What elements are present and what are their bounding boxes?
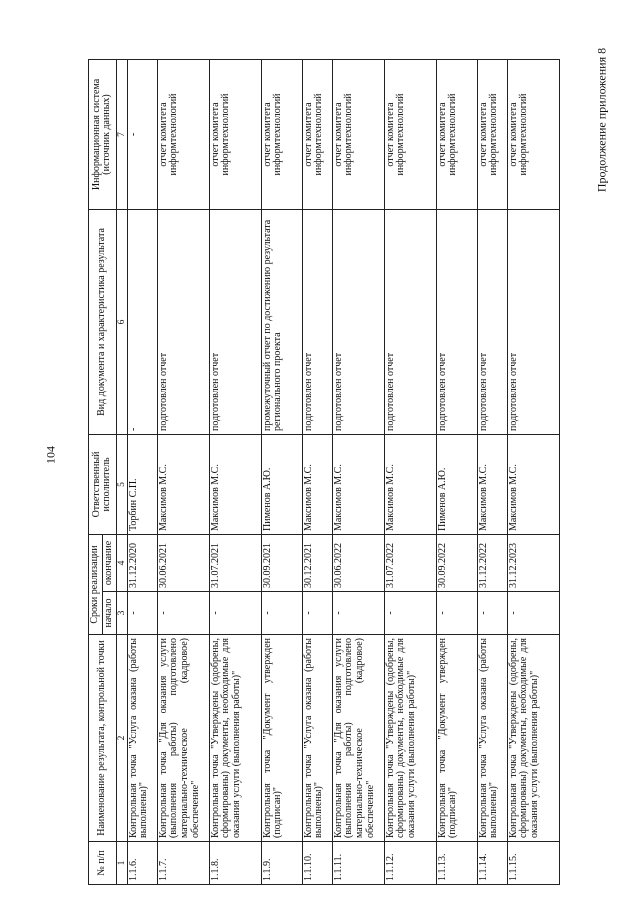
table-row xyxy=(436,59,477,884)
cell-doc: подготовлен отчет xyxy=(436,209,477,434)
cell-no: 1.1.11. xyxy=(332,842,384,885)
col-number: 7 xyxy=(116,59,127,209)
header-responsible: Ответственный исполнитель xyxy=(89,434,117,534)
cell-no: 1.1.14. xyxy=(477,842,507,885)
header-doc: Вид документа и характеристика результата xyxy=(89,209,117,434)
cell-no: 1.1.7. xyxy=(157,842,209,885)
cell-no: 1.1.6. xyxy=(127,842,157,885)
cell-info: отчет комитета информтехнологий xyxy=(302,59,332,209)
table-row xyxy=(384,59,436,884)
cell-responsible: Максимов М.С. xyxy=(332,434,384,534)
cell-doc: подготовлен отчет xyxy=(477,209,507,434)
cell-start: - xyxy=(332,592,384,635)
page-number: 104 xyxy=(43,446,58,464)
cell-doc: подготовлен отчет xyxy=(157,209,209,434)
cell-end: 30.06.2022 xyxy=(332,534,384,591)
col-number: 5 xyxy=(116,434,127,534)
cell-responsible: Максимов М.С. xyxy=(302,434,332,534)
rotated-table-wrapper xyxy=(88,60,590,885)
column-number-row xyxy=(116,59,127,884)
cell-name: Контрольная точка "Услуга оказана (работы выполнены)" xyxy=(127,635,157,842)
col-number: 3 xyxy=(116,592,127,635)
cell-start: - xyxy=(436,592,477,635)
table-row xyxy=(209,59,261,884)
table-row xyxy=(261,59,302,884)
cell-info: отчет комитета информтехнологий xyxy=(261,59,302,209)
cell-responsible: Максимов М.С. xyxy=(477,434,507,534)
cell-doc: подготовлен отчет xyxy=(209,209,261,434)
cell-start: - xyxy=(209,592,261,635)
cell-name: Контрольная точка "Услуга оказана (работы выполнены)" xyxy=(302,635,332,842)
cell-info: отчет комитета информтехнологий xyxy=(477,59,507,209)
cell-responsible: Торбин С.П. xyxy=(127,434,157,534)
cell-name: Контрольная точка "Утверждены (одобрены, сформированы) документы, необходимые для оказания услуги (выполнения работы)" xyxy=(384,635,436,842)
cell-responsible: Пименов А.Ю. xyxy=(436,434,477,534)
table-body xyxy=(127,59,559,884)
col-number: 6 xyxy=(116,209,127,434)
cell-responsible: Максимов М.С. xyxy=(507,434,559,534)
header-row xyxy=(89,59,103,884)
cell-info: - xyxy=(127,59,157,209)
cell-end: 30.06.2021 xyxy=(157,534,209,591)
col-number: 1 xyxy=(116,842,127,885)
cell-name: Контрольная точка "Для оказания услуги (выполнения работы) подготовлено материально-техническое (кадровое) обеспечение" xyxy=(157,635,209,842)
cell-no: 1.1.10. xyxy=(302,842,332,885)
cell-name: Контрольная точка "Утверждены (одобрены, сформированы) документы, необходимые для оказания услуги (выполнения работы)" xyxy=(209,635,261,842)
cell-start: - xyxy=(302,592,332,635)
cell-responsible: Пименов А.Ю. xyxy=(261,434,302,534)
cell-info: отчет комитета информтехнологий xyxy=(507,59,559,209)
cell-name: Контрольная точка "Утверждены (одобрены, сформированы) документы, необходимые для оказания услуги (выполнения работы)" xyxy=(507,635,559,842)
cell-no: 1.1.8. xyxy=(209,842,261,885)
header-info: Информационная система (источник данных) xyxy=(89,59,117,209)
cell-no: 1.1.15. xyxy=(507,842,559,885)
cell-info: отчет комитета информтехнологий xyxy=(209,59,261,209)
cell-no: 1.1.12. xyxy=(384,842,436,885)
cell-end: 31.12.2022 xyxy=(477,534,507,591)
col-number: 2 xyxy=(116,635,127,842)
header-terms: Сроки реализации xyxy=(89,534,103,634)
cell-no: 1.1.9. xyxy=(261,842,302,885)
cell-responsible: Максимов М.С. xyxy=(384,434,436,534)
cell-doc: подготовлен отчет xyxy=(384,209,436,434)
header-end: окончание xyxy=(102,534,116,591)
cell-info: отчет комитета информтехнологий xyxy=(157,59,209,209)
cell-end: 31.12.2020 xyxy=(127,534,157,591)
cell-responsible: Максимов М.С. xyxy=(209,434,261,534)
cell-end: 31.07.2022 xyxy=(384,534,436,591)
cell-info: отчет комитета информтехнологий xyxy=(384,59,436,209)
cell-start: - xyxy=(384,592,436,635)
cell-name: Контрольная точка "Для оказания услуги (выполнения работы) подготовлено материально-техническое (кадровое) обеспечение" xyxy=(332,635,384,842)
cell-end: 30.09.2022 xyxy=(436,534,477,591)
cell-end: 30.09.2021 xyxy=(261,534,302,591)
cell-start: - xyxy=(261,592,302,635)
cell-start: - xyxy=(477,592,507,635)
cell-name: Контрольная точка "Документ утвержден (подписан)" xyxy=(436,635,477,842)
cell-info: отчет комитета информтехнологий xyxy=(332,59,384,209)
cell-start: - xyxy=(127,592,157,635)
table-row xyxy=(477,59,507,884)
cell-start: - xyxy=(157,592,209,635)
cell-doc: - xyxy=(127,209,157,434)
cell-start: - xyxy=(507,592,559,635)
table-row xyxy=(507,59,559,884)
appendix-note: Продолжение приложения 8 xyxy=(594,47,609,193)
cell-responsible: Максимов М.С. xyxy=(157,434,209,534)
col-number: 4 xyxy=(116,534,127,591)
results-table xyxy=(88,59,560,885)
cell-info: отчет комитета информтехнологий xyxy=(436,59,477,209)
table-row xyxy=(302,59,332,884)
header-no: № п/п xyxy=(89,842,117,885)
cell-end: 31.12.2023 xyxy=(507,534,559,591)
header-start: начало xyxy=(102,592,116,635)
table-row xyxy=(127,59,157,884)
table-row xyxy=(332,59,384,884)
cell-doc: промежуточный отчет по достижению результата регионального проекта xyxy=(261,209,302,434)
cell-end: 31.07.2021 xyxy=(209,534,261,591)
table-row xyxy=(157,59,209,884)
header-name: Наименование результата, контрольной точки xyxy=(89,635,117,842)
cell-name: Контрольная точка "Услуга оказана (работы выполнены)" xyxy=(477,635,507,842)
cell-name: Контрольная точка "Документ утвержден (подписан)" xyxy=(261,635,302,842)
cell-doc: подготовлен отчет xyxy=(332,209,384,434)
cell-doc: подготовлен отчет xyxy=(302,209,332,434)
cell-no: 1.1.13. xyxy=(436,842,477,885)
cell-doc: подготовлен отчет xyxy=(507,209,559,434)
cell-end: 30.12.2021 xyxy=(302,534,332,591)
